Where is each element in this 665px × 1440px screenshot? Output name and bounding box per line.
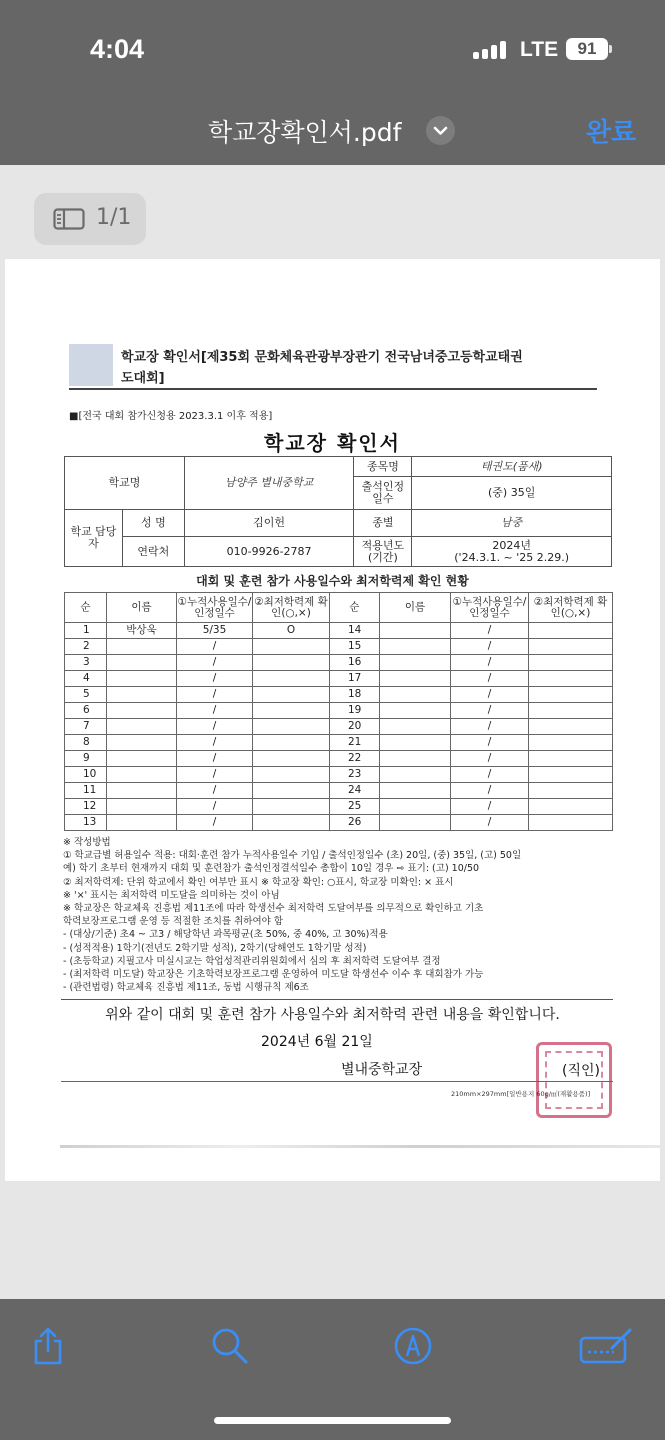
- header-name: 이름: [107, 593, 177, 623]
- row-number: 13: [65, 815, 107, 831]
- row-min: [529, 687, 613, 703]
- contact-label: 연락처: [122, 537, 184, 567]
- note-line: ① 학교급별 허용일수 적용: 대회·훈련 참가 누적사용일수 기입 / 출석인정일수 (초) 20일, (중) 35일, (고) 50일: [63, 850, 522, 862]
- manager-label: 학교 담당자: [65, 510, 123, 567]
- search-icon[interactable]: [210, 1326, 250, 1366]
- row-number: 2: [65, 639, 107, 655]
- row-number: 26: [330, 815, 380, 831]
- note-line: - (관련법령) 학교체육 진흥법 제11조, 동법 시행규칙 제6조: [63, 982, 309, 994]
- row-name: [380, 703, 451, 719]
- confirm-statement: 위와 같이 대회 및 훈련 참가 사용일수와 최저학력 관련 내용을 확인합니다.: [105, 1007, 560, 1023]
- official-seal-stamp: [536, 1042, 612, 1118]
- row-name: [380, 671, 451, 687]
- divider: [69, 388, 597, 390]
- row-days: /: [451, 703, 529, 719]
- school-label: 학교명: [65, 457, 185, 510]
- row-number: 5: [65, 687, 107, 703]
- row-days: /: [177, 671, 253, 687]
- row-days: /: [177, 639, 253, 655]
- battery-icon: 91: [566, 38, 608, 60]
- gender-value: 남중: [412, 510, 612, 537]
- row-number: 15: [330, 639, 380, 655]
- note-line: - (최저학력 미도달) 학교장은 기초학력보장프로그램 운영하여 미도달 학생선수 이수 후 대회참가 가능: [63, 969, 484, 981]
- row-name: [380, 751, 451, 767]
- row-number: 24: [330, 783, 380, 799]
- row-min: [529, 767, 613, 783]
- row-number: 12: [65, 799, 107, 815]
- row-days: /: [451, 655, 529, 671]
- table-row: [65, 639, 613, 655]
- event-value: 태권도(품새): [412, 457, 612, 477]
- row-min: [529, 639, 613, 655]
- row-min: [529, 815, 613, 831]
- row-min: [253, 815, 330, 831]
- row-number: 3: [65, 655, 107, 671]
- note-line: ※ 학교장은 학교체육 진흥법 제11조에 따라 학생선수 최저학력 도달여부를 의무적으로 확인하고 기초: [63, 903, 484, 915]
- row-days: /: [451, 687, 529, 703]
- row-min: [529, 735, 613, 751]
- seal-label: (직인): [562, 1063, 600, 1079]
- row-days: /: [177, 751, 253, 767]
- row-number: 7: [65, 719, 107, 735]
- days-label: 출석인정 일수: [354, 477, 412, 510]
- row-number: 25: [330, 799, 380, 815]
- row-min: [253, 639, 330, 655]
- row-name: [380, 767, 451, 783]
- row-name: [107, 687, 177, 703]
- row-name: 박상욱: [107, 623, 177, 639]
- row-number: 19: [330, 703, 380, 719]
- row-days: /: [177, 799, 253, 815]
- row-min: [253, 671, 330, 687]
- row-days: /: [451, 719, 529, 735]
- row-number: 16: [330, 655, 380, 671]
- row-min: [253, 751, 330, 767]
- row-name: [107, 767, 177, 783]
- row-days: /: [177, 703, 253, 719]
- note-line: - (초등학교) 지필고사 미실시교는 학업성적관리위원회에서 심의 후 최저학력 도달여부 결정: [63, 955, 441, 967]
- row-min: O: [253, 623, 330, 639]
- row-min: [253, 767, 330, 783]
- status-time: 4:04: [90, 34, 145, 64]
- note-line: 예) 학기 초부터 현재까지 대회 및 훈련참가 출석인정결석일수 총합이 10일 경우 ⇨ 표기: (고) 10/50: [63, 863, 480, 875]
- row-number: 11: [65, 783, 107, 799]
- name-value: 김이헌: [184, 510, 354, 537]
- event-label: 종목명: [354, 457, 412, 477]
- page-counter[interactable]: [34, 193, 146, 245]
- divider: [61, 999, 613, 1000]
- row-number: 14: [330, 623, 380, 639]
- school-principal: 별내중학교장: [341, 1062, 423, 1078]
- header-days: ①누적사용일수/인정일수: [177, 593, 253, 623]
- header-title: 학교장 확인서[제35회 문화체육관광부장관기 전국남녀중고등학교태권 도대회]: [121, 350, 523, 386]
- row-min: [529, 703, 613, 719]
- row-min: [529, 751, 613, 767]
- sidebar-icon: [53, 208, 85, 230]
- page-number: 1/1: [96, 205, 132, 230]
- document-title[interactable]: 학교장확인서.pdf: [208, 118, 402, 147]
- note-line: ② 최저학력제: 단위 학교에서 확인 여부만 표시 ※ 학교장 확인: ○표시, 학교장 미확인: × 표시: [63, 876, 454, 888]
- name-label: 성 명: [122, 510, 184, 537]
- header-name-2: 이름: [380, 593, 451, 623]
- row-days: /: [451, 767, 529, 783]
- done-button[interactable]: 완료: [586, 118, 637, 148]
- row-name: [107, 719, 177, 735]
- row-min: [253, 719, 330, 735]
- row-min: [529, 783, 613, 799]
- table-row: [65, 799, 613, 815]
- row-number: 6: [65, 703, 107, 719]
- network-type: LTE: [520, 38, 559, 61]
- row-name: [380, 815, 451, 831]
- row-number: 10: [65, 767, 107, 783]
- row-number: 18: [330, 687, 380, 703]
- row-days: /: [451, 799, 529, 815]
- row-name: [380, 639, 451, 655]
- section-title: 대회 및 훈련 참가 사용일수와 최저학력제 확인 현황: [196, 574, 469, 588]
- note-line: - (성적적용) 1학기(전년도 2학기말 성적), 2학기(당해연도 1학기말 성적): [63, 942, 367, 954]
- form-note: ■[전국 대회 참가신청용 2023.3.1 이후 적용]: [69, 411, 273, 422]
- notes: [63, 836, 623, 994]
- row-name: [107, 751, 177, 767]
- row-name: [107, 815, 177, 831]
- table-row: [65, 671, 613, 687]
- row-min: [253, 687, 330, 703]
- info-table: [64, 456, 612, 567]
- row-days: /: [177, 687, 253, 703]
- row-name: [380, 687, 451, 703]
- gender-label: 종별: [354, 510, 412, 537]
- row-name: [107, 639, 177, 655]
- row-min: [529, 719, 613, 735]
- row-min: [253, 655, 330, 671]
- table-row: [65, 623, 613, 639]
- row-number: 9: [65, 751, 107, 767]
- table-row: [65, 815, 613, 831]
- row-name: [380, 735, 451, 751]
- table-row: [65, 735, 613, 751]
- contact-value: 010-9926-2787: [184, 537, 354, 567]
- row-days: /: [451, 623, 529, 639]
- row-min: [253, 799, 330, 815]
- row-number: 17: [330, 671, 380, 687]
- year-label: 적용년도 (기간): [354, 537, 412, 567]
- school-value: 남양주 별내중학교: [184, 457, 354, 510]
- header-logo-box: [69, 344, 113, 386]
- row-name: [107, 735, 177, 751]
- table-row: [65, 767, 613, 783]
- row-days: /: [451, 671, 529, 687]
- row-number: 20: [330, 719, 380, 735]
- note-line: ※ '×' 표시는 최저학력 미도달을 의미하는 것이 아님: [63, 889, 280, 901]
- signal-icon: [473, 41, 507, 59]
- row-days: /: [177, 719, 253, 735]
- top-bar: [0, 0, 665, 165]
- row-min: [253, 703, 330, 719]
- year-value: 2024년 ('24.3.1. ~ '25 2.29.): [412, 537, 612, 567]
- scan-smudge: [60, 1145, 660, 1148]
- note-line: - (대상/기준) 초4 ~ 고3 / 해당학년 과목평균(초 50%, 중 40%, 고 30%)적용: [63, 929, 388, 941]
- header-min-2: ②최저학력제 확인(○,×): [529, 593, 613, 623]
- row-days: /: [451, 751, 529, 767]
- share-icon[interactable]: [28, 1326, 68, 1366]
- row-days: /: [451, 783, 529, 799]
- row-min: [529, 671, 613, 687]
- row-min: [253, 783, 330, 799]
- document-heading: 학교장 확인서: [264, 431, 401, 455]
- row-number: 21: [330, 735, 380, 751]
- row-name: [380, 719, 451, 735]
- row-min: [529, 655, 613, 671]
- row-name: [107, 671, 177, 687]
- row-days: 5/35: [177, 623, 253, 639]
- table-row: [65, 703, 613, 719]
- pdf-page[interactable]: [5, 259, 660, 1181]
- row-number: 23: [330, 767, 380, 783]
- table-row: [65, 751, 613, 767]
- markup-pen-icon[interactable]: [393, 1326, 433, 1366]
- table-row: [65, 719, 613, 735]
- row-number: 22: [330, 751, 380, 767]
- divider: [61, 1081, 613, 1082]
- row-name: [380, 783, 451, 799]
- note-line: 학력보장프로그램 운영 등 적절한 조치를 취하여야 함: [63, 916, 284, 928]
- header-no-2: 순: [330, 593, 380, 623]
- row-name: [380, 655, 451, 671]
- row-days: /: [451, 735, 529, 751]
- row-days: /: [177, 815, 253, 831]
- table-row: [65, 655, 613, 671]
- signature-icon[interactable]: [578, 1326, 634, 1366]
- row-days: /: [451, 639, 529, 655]
- header-min: ②최저학력제 확인(○,×): [253, 593, 330, 623]
- row-days: /: [177, 767, 253, 783]
- chevron-down-icon[interactable]: [426, 116, 455, 145]
- battery-tip: [609, 45, 612, 53]
- paper-spec: 210mm×297mm[일반용지 60g/㎡(재활용품)]: [451, 1090, 591, 1098]
- row-number: 4: [65, 671, 107, 687]
- row-days: /: [177, 655, 253, 671]
- row-name: [107, 703, 177, 719]
- days-value: (중) 35일: [412, 477, 612, 510]
- note-line: ※ 작성방법: [63, 837, 111, 848]
- row-min: [529, 623, 613, 639]
- row-name: [380, 799, 451, 815]
- nav-bar: [0, 106, 665, 150]
- table-row: [65, 687, 613, 703]
- row-number: 1: [65, 623, 107, 639]
- row-min: [253, 735, 330, 751]
- row-name: [107, 655, 177, 671]
- table-row: [65, 783, 613, 799]
- row-min: [529, 799, 613, 815]
- row-days: /: [177, 783, 253, 799]
- header-no: 순: [65, 593, 107, 623]
- row-name: [107, 783, 177, 799]
- row-number: 8: [65, 735, 107, 751]
- row-days: /: [451, 815, 529, 831]
- participation-table: [64, 592, 613, 831]
- row-days: /: [177, 735, 253, 751]
- row-name: [380, 623, 451, 639]
- sign-date: 2024년 6월 21일: [261, 1034, 373, 1050]
- header-days-2: ①누적사용일수/인정일수: [451, 593, 529, 623]
- home-indicator[interactable]: [214, 1417, 451, 1424]
- row-name: [107, 799, 177, 815]
